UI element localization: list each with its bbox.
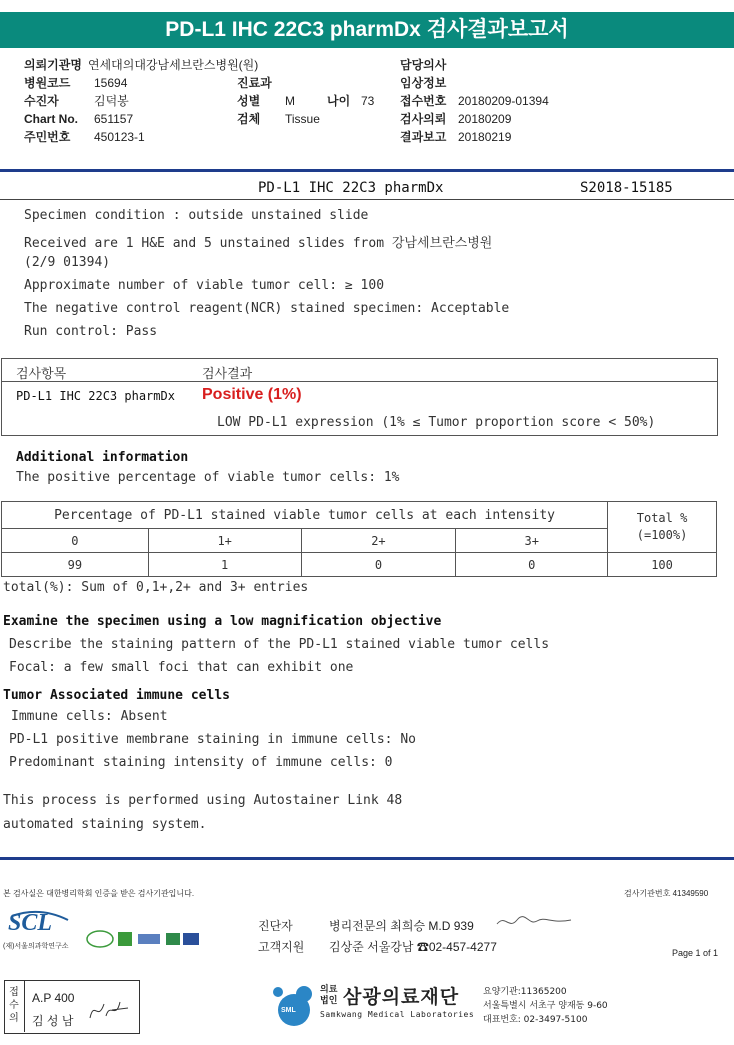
immune-line: Immune cells: Absent — [11, 709, 168, 724]
header-dept: 진료과 — [237, 76, 272, 90]
intensity-value: 1 — [148, 553, 301, 577]
process-line: This process is performed using Autostainer Link 48 — [3, 793, 403, 808]
inst-number: 검사기관번호 41349590 — [624, 889, 709, 898]
header-row-code: 병원코드 15694 — [24, 76, 128, 90]
intensity-total: 100 — [608, 553, 717, 577]
diagnostician-label: 진단자 — [258, 919, 293, 933]
intensity-header: 1+ — [148, 529, 301, 553]
result-col-result: 검사결과 — [202, 367, 253, 382]
header-row-hospital: 의뢰기관명 연세대의대강남세브란스병원(원) — [24, 58, 259, 72]
intensity-value: 0 — [456, 553, 608, 577]
immune-heading: Tumor Associated immune cells — [3, 688, 230, 703]
header-row-receipt: 접수번호 20180209-01394 — [400, 94, 549, 108]
diagnostician-value: 병리전문의 최희승 M.D 939 — [329, 919, 474, 933]
result-col-item: 검사항목 — [16, 367, 67, 382]
header-row-patient: 수진자 김덕봉 — [24, 94, 129, 108]
received-ref: (2/9 01394) — [24, 255, 111, 270]
header-specimen: 검체 Tissue — [237, 112, 320, 126]
report-title: PD-L1 IHC 22C3 pharmDx 검사결과보고서 — [0, 12, 734, 48]
stamp-label: 접수의 — [9, 987, 19, 1024]
sml-address: 요양기관:11365200 서울특별시 서초구 양재동 9-60 대표번호: 02-3497-5100 — [483, 987, 608, 1025]
additional-text: The positive percentage of viable tumor cells: 1% — [16, 470, 400, 485]
low-mag-line: Describe the staining pattern of the PD-L1 stained viable tumor cells — [9, 637, 550, 652]
header-row-request: 검사의뢰 20180209 — [400, 112, 512, 126]
header-sex-age: 성별 M 나이 73 — [237, 94, 375, 108]
header-row-clinical: 임상정보 — [400, 76, 447, 90]
viable-tumor-count: Approximate number of viable tumor cell: ≥ 100 — [24, 278, 385, 293]
stamp-ap: A.P 400 — [32, 991, 75, 1005]
stamp-signature-icon — [86, 996, 130, 1024]
intensity-value: 99 — [2, 553, 149, 577]
accreditation-logos-icon — [86, 928, 201, 950]
intensity-title: Percentage of PD-L1 stained viable tumor cells at each intensity — [2, 502, 608, 529]
result-item: PD-L1 IHC 22C3 pharmDx — [16, 389, 175, 403]
immune-line: PD-L1 positive membrane staining in immune cells: No — [9, 732, 416, 747]
diagnostician-signature-icon — [495, 912, 575, 932]
sml-badge: SML — [281, 1007, 296, 1014]
scl-logo: SCL — [8, 910, 53, 936]
header-divider — [0, 169, 734, 172]
stamp-divider — [24, 980, 25, 1032]
specimen-condition: Specimen condition : outside unstained slide — [24, 208, 369, 223]
test-header-rule — [0, 199, 734, 200]
stamp-name: 김 성 남 — [32, 1014, 74, 1028]
run-control: Run control: Pass — [24, 324, 158, 339]
header-col1 — [24, 56, 258, 146]
intensity-header: 3+ — [456, 529, 608, 553]
header-col3 — [400, 56, 549, 146]
ncr-status: The negative control reagent(NCR) stained specimen: Acceptable — [24, 301, 510, 316]
received-slides: Received are 1 H&E and 5 unstained slides from 강남세브란스병원 — [24, 236, 493, 251]
support-value: 김상준 서울강남 ☎02-457-4277 — [329, 940, 497, 954]
header-row-doctor: 담당의사 — [400, 58, 447, 72]
sml-name: 삼광의료재단 — [343, 986, 460, 1008]
table-footnote: total(%): Sum of 0,1+,2+ and 3+ entries — [3, 580, 309, 595]
accession-number: S2018-15185 — [580, 180, 673, 196]
scl-swoosh-icon — [10, 910, 70, 940]
intensity-header: 0 — [2, 529, 149, 553]
header-row-resident: 주민번호 450123-1 — [24, 130, 145, 144]
sml-corp: 의료 법인 — [320, 985, 338, 1006]
header-row-report: 결과보고 20180219 — [400, 130, 512, 144]
support-label: 고객지원 — [258, 940, 305, 954]
sml-english: Samkwang Medical Laboratories — [320, 1010, 475, 1019]
low-mag-heading: Examine the specimen using a low magnification objective — [3, 614, 442, 629]
process-line: automated staining system. — [3, 817, 207, 832]
test-name: PD-L1 IHC 22C3 pharmDx — [258, 180, 444, 196]
total-header: Total % (=100%) — [608, 502, 717, 553]
header-row-chart: Chart No. 651157 — [24, 112, 134, 126]
intensity-value: 0 — [301, 553, 456, 577]
immune-line: Predominant staining intensity of immune cells: 0 — [9, 755, 393, 770]
cert-text: 본 검사실은 대한병리학회 인증을 받은 검사기관입니다. — [3, 889, 195, 898]
scl-subtitle: (재)서울의과학연구소 — [3, 943, 69, 950]
intensity-header: 2+ — [301, 529, 456, 553]
additional-heading: Additional information — [16, 450, 189, 465]
footer-divider — [0, 857, 734, 860]
result-box-rule — [2, 381, 717, 382]
expression-level: LOW PD-L1 expression (1% ≤ Tumor proportion score < 50%) — [217, 415, 656, 430]
low-mag-line: Focal: a few small foci that can exhibit one — [9, 660, 354, 675]
intensity-table — [1, 501, 717, 577]
page-number: Page 1 of 1 — [672, 948, 719, 958]
result-value: Positive (1%) — [202, 386, 302, 403]
